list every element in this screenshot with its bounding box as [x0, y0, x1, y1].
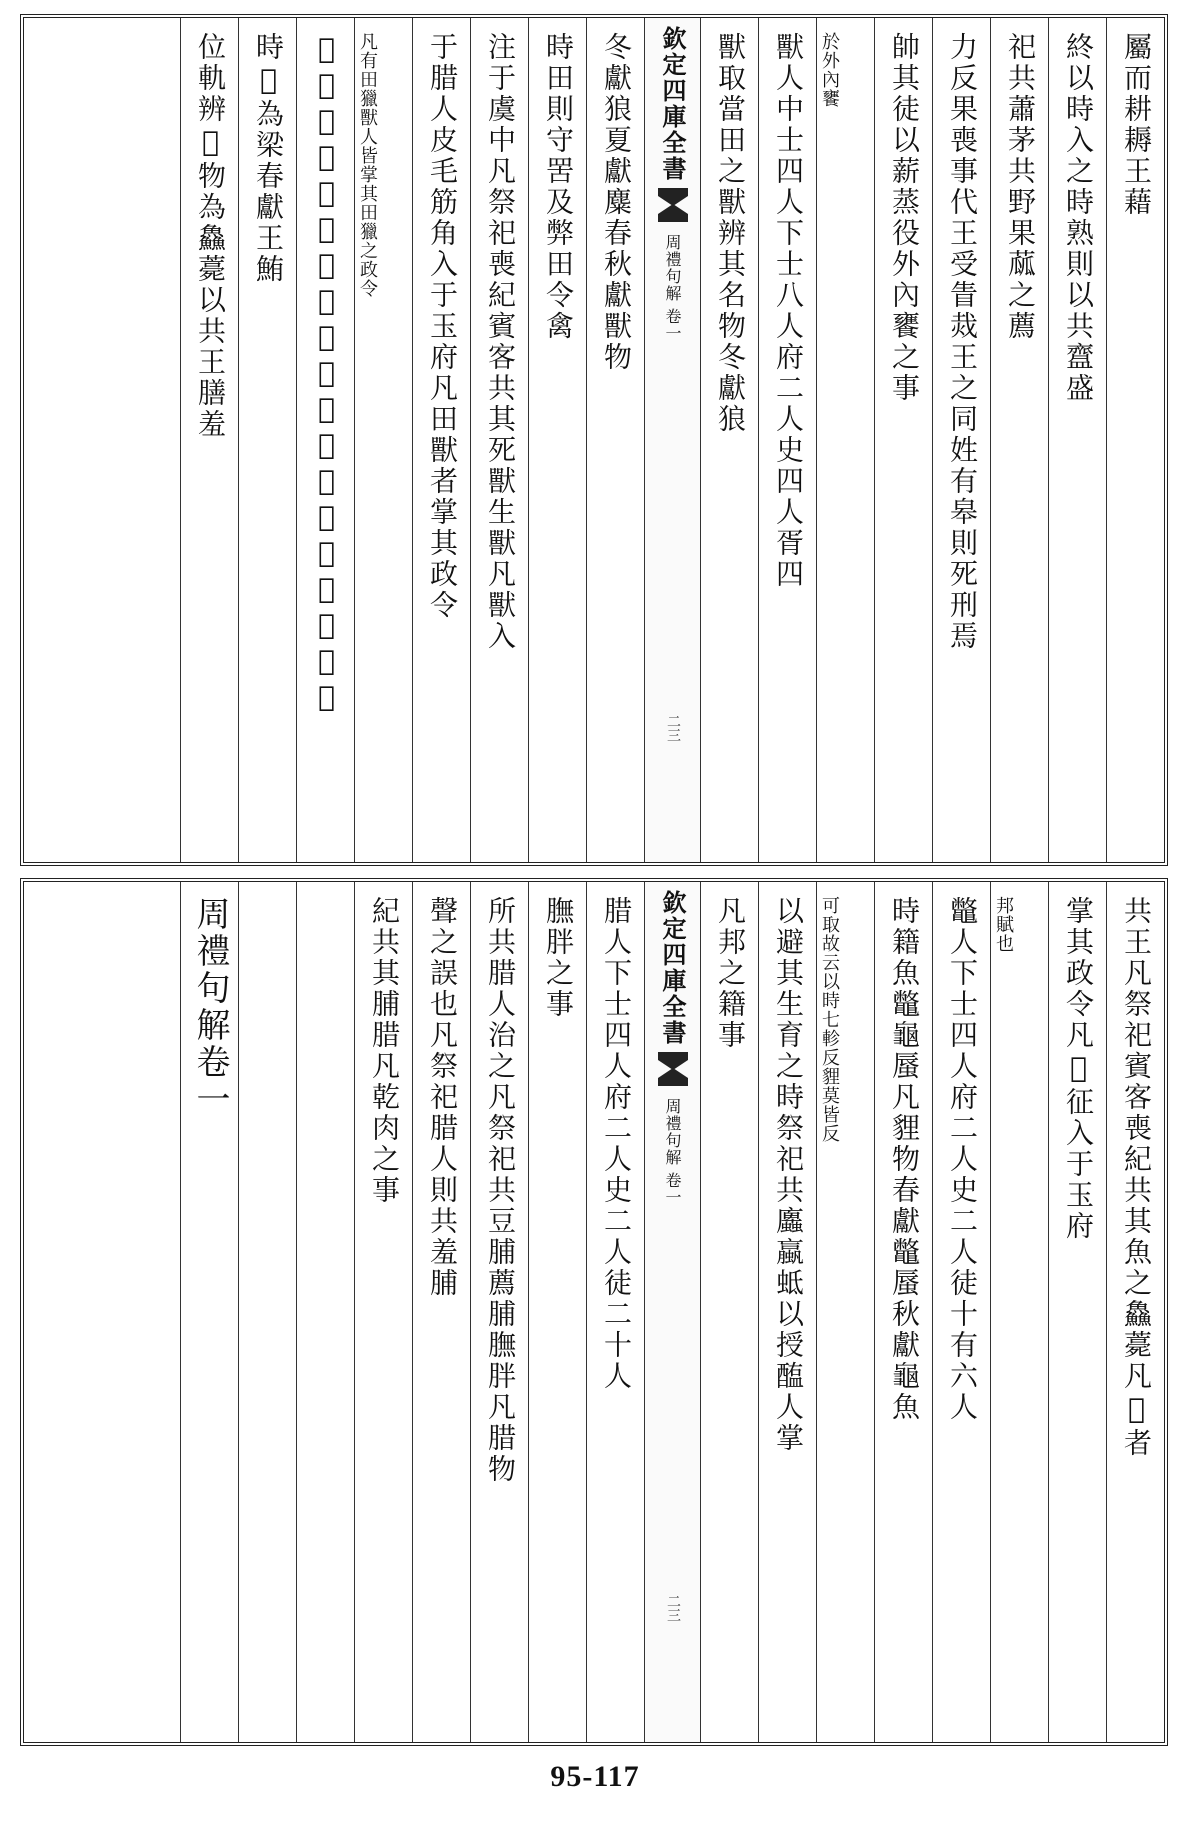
text-column: 冬獻狼夏獻麋春秋獻獸物 — [586, 18, 644, 862]
text-column: 可取故云以時七軫反貍莫皆反 — [816, 882, 874, 1742]
text-column — [238, 882, 296, 1742]
bottom-page — [20, 878, 1168, 1746]
text-column: 于腊人皮毛筋角入于玉府凡田獸者掌其政令 — [412, 18, 470, 862]
text-column: 終以時入之時熟則以共齍盛 — [1048, 18, 1106, 862]
text-column: 力反果喪事代王受眚烖王之同姓有皋則死刑焉 — [932, 18, 990, 862]
text-column: 以避其生育之時祭祀共蠯蠃蚳以授醢人掌 — [758, 882, 816, 1742]
book-title: 周禮句解 — [663, 234, 682, 302]
fish-tail-mark-icon — [658, 188, 688, 222]
text-column: 獸人中士四人下士八人府二人史四人胥四 — [758, 18, 816, 862]
text-column: 時𩾆為梁春獻王鮪 — [238, 18, 296, 862]
text-column: 凡有田獵獸人皆掌其田獵之政令 — [354, 18, 412, 862]
text-column — [296, 882, 354, 1742]
text-column: 膴胖之事 — [528, 882, 586, 1742]
text-column: 鼈人下士四人府二人史二人徒十有六人 — [932, 882, 990, 1742]
text-column: 於外內饔 — [816, 18, 874, 862]
text-column: 凡邦之籍事 — [700, 882, 758, 1742]
text-column: 所共腊人治之凡祭祀共豆脯薦脯膴胖凡腊物 — [470, 882, 528, 1742]
top-page-columns — [24, 18, 1164, 862]
book-collection-title: 欽定四庫全書 — [658, 26, 687, 182]
text-column: 聲之誤也凡祭祀腊人則共羞脯 — [412, 882, 470, 1742]
text-column: 祀共蕭茅共野果蓏之薦 — [990, 18, 1048, 862]
text-column: 時籍魚鼈龜蜃凡貍物春獻鼈蜃秋獻龜魚 — [874, 882, 932, 1742]
book-title: 周禮句解 — [663, 1098, 682, 1166]
center-fold — [644, 18, 700, 862]
text-column: 獸取當田之獸辨其名物冬獻狼 — [700, 18, 758, 862]
bottom-page-columns — [24, 882, 1164, 1742]
text-column: 紀共其脯腊凡乾肉之事 — [354, 882, 412, 1742]
text-column: 帥其徒以薪蒸役外內饔之事 — [874, 18, 932, 862]
text-column: 位軌辨𩾆物為鱻薧以共王膳羞 — [180, 18, 238, 862]
folio-number: 二三 — [665, 714, 681, 742]
folio-number: 二三 — [665, 1594, 681, 1622]
text-column: 𩾆人中士二人下士四人府二人史四人胥三十 — [296, 18, 354, 862]
volume-label: 卷一 — [663, 308, 682, 342]
volume-label: 卷一 — [663, 1172, 682, 1206]
top-page — [20, 14, 1168, 866]
text-column: 注于虞中凡祭祀喪紀賓客共其死獸生獸凡獸入 — [470, 18, 528, 862]
volume-end-title: 周禮句解卷一 — [180, 882, 238, 1742]
text-column: 腊人下士四人府二人史二人徒二十人 — [586, 882, 644, 1742]
text-column: 邦賦也 — [990, 882, 1048, 1742]
book-collection-title: 欽定四庫全書 — [658, 890, 687, 1046]
text-column: 共王凡祭祀賓客喪紀共其魚之鱻薧凡𩾆者 — [1106, 882, 1164, 1742]
text-column: 掌其政令凡𩾆征入于玉府 — [1048, 882, 1106, 1742]
text-column: 時田則守罟及弊田令禽 — [528, 18, 586, 862]
center-fold — [644, 882, 700, 1742]
text-column: 屬而耕耨王藉 — [1106, 18, 1164, 862]
page-number: 95-117 — [550, 1760, 640, 1793]
fish-tail-mark-icon — [658, 1052, 688, 1086]
